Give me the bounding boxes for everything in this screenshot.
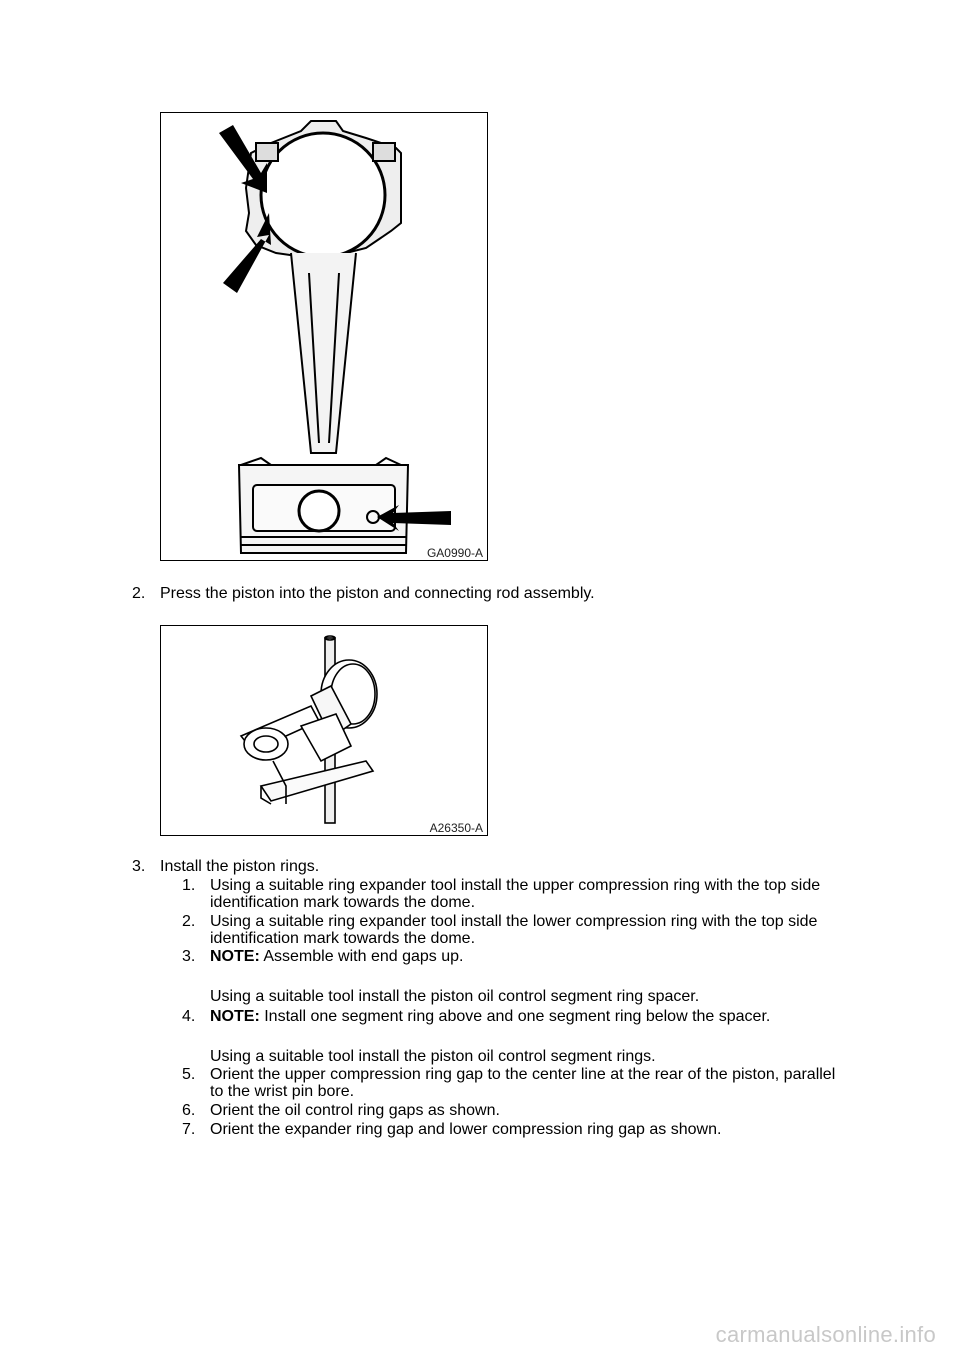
note-text: Assemble with end gaps up. [263,948,464,965]
step-number: 2. [132,585,146,602]
step-number: 3. [132,858,146,875]
substep-number: 6. [182,1102,196,1119]
note-label: NOTE: [210,948,260,965]
note-label: NOTE: [210,1008,260,1025]
substep-text-line1: Orient the upper compression ring gap to the center line at the rear of the piston, parallel [210,1066,836,1083]
substep-number: 2. [182,913,196,930]
substep-3 [0,948,960,1004]
substep-4 [0,1008,960,1064]
substep-number: 7. [182,1121,196,1138]
figure-connecting-rod [160,112,488,561]
substep-body: Using a suitable tool install the piston oil control segment ring spacer. [210,988,700,1005]
substep-text-line2: to the wrist pin bore. [210,1083,355,1100]
watermark: carmanualsonline.info [715,1322,936,1347]
substep-text-line1: Orient the oil control ring gaps as shown. [210,1102,500,1119]
step-text: Press the piston into the piston and connecting rod assembly. [160,585,595,602]
substep-text-line1: Orient the expander ring gap and lower compression ring gap as shown. [210,1121,722,1138]
step-3 [0,858,960,878]
figure-piston-press [160,625,488,836]
note [210,948,463,965]
substep-text-line1: Using a suitable ring expander tool install the upper compression ring with the top side [210,877,821,894]
step-2 [0,585,960,605]
substep-text-line1: Using a suitable ring expander tool install the lower compression ring with the top side [210,913,818,930]
substep-number: 3. [182,948,196,965]
substep-5 [0,1066,960,1102]
figure-id-label: GA0990-A [426,546,483,560]
connecting-rod-illustration [161,113,487,560]
step-text: Install the piston rings. [160,858,320,875]
substep-1 [0,877,960,913]
substep-number: 4. [182,1008,196,1025]
substep-number: 1. [182,877,196,894]
substep-6 [0,1102,960,1122]
piston-press-illustration [161,626,487,835]
substep-7 [0,1121,960,1141]
note-text: Install one segment ring above and one segment ring below the spacer. [264,1008,771,1025]
substep-number: 5. [182,1066,196,1083]
figure-id-label: A26350-A [429,821,483,835]
substep-2 [0,913,960,949]
note [210,1008,770,1025]
substep-text-line2: identification mark towards the dome. [210,894,476,911]
substep-body: Using a suitable tool install the piston oil control segment rings. [210,1048,656,1065]
substep-text-line2: identification mark towards the dome. [210,930,476,947]
